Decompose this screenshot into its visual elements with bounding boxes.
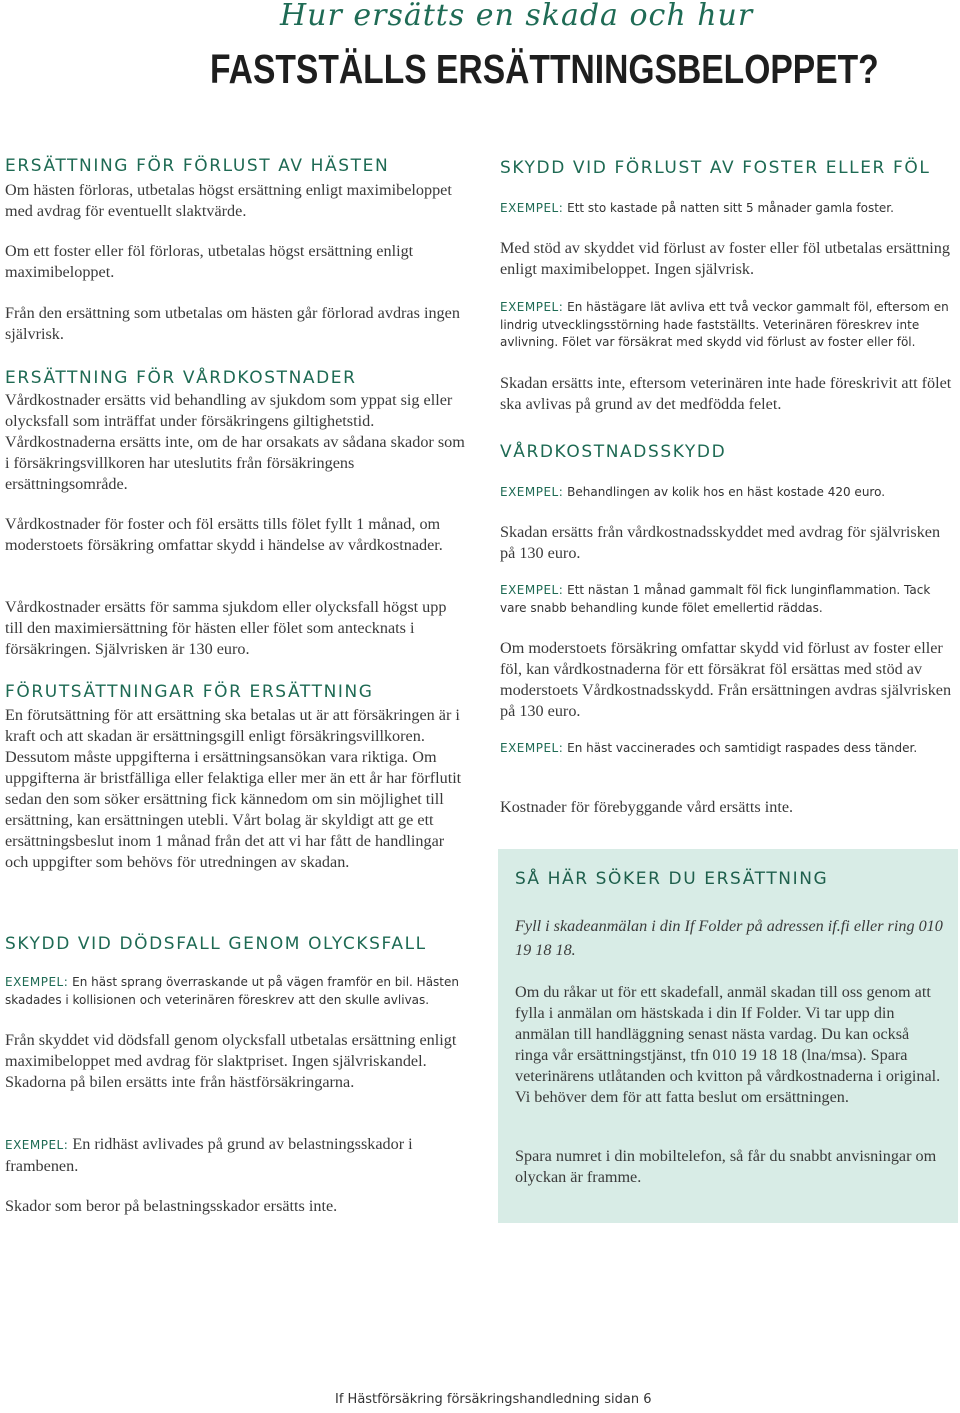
section-heading: FÖRUTSÄTTNINGAR FÖR ERSÄTTNING	[5, 682, 374, 702]
left-column	[5, 0, 465, 1413]
script-title: Hur ersätts en skada och hur	[280, 0, 754, 33]
box-heading-wrap	[515, 869, 944, 889]
example-label: EXEMPEL:	[5, 975, 69, 989]
paragraph: En förutsättning för att ersättning ska betalas ut är att försäkringen är i kraft och att skadan är ersättningsgill enligt försäkringsvillkoren. Dessutom måste uppgifterna i ersättningsansökan vara riktiga. Om uppgifterna är bristfälliga eller felaktiga eller mer än ett år har förflutit sedan den som söker ersättning fick kännedom om sin möjlighet till ersättning, kan ersättningen utebli. Vårt bolag är skyldigt att ge ett ersättningsbeslut inom 1 månad från det att vi har fått de handlingar och uppgifter som behövs för utredningen av skadan.	[5, 706, 462, 871]
page-title: FASTSTÄLLS ERSÄTTNINGSBELOPPET?	[210, 46, 879, 92]
box-heading: SÅ HÄR SÖKER DU ERSÄTTNING	[515, 869, 829, 889]
example-text	[500, 740, 952, 758]
example-text	[500, 582, 952, 617]
paragraph: Vårdkostnader ersätts för samma sjukdom eller olycksfall högst upp till den maximiersättning för hästen eller fölet som antecknats i försäkringen. Självrisken är 130 euro.	[5, 598, 447, 658]
section-heading: VÅRDKOSTNADSSKYDD	[500, 442, 727, 462]
section-foal-loss	[500, 158, 952, 178]
paragraph: Kostnader för förebyggande vård ersätts inte.	[500, 798, 794, 816]
example-label: EXEMPEL:	[5, 1138, 69, 1152]
example-label: EXEMPEL:	[500, 201, 564, 215]
section-heading: ERSÄTTNING FÖR FÖRLUST AV HÄSTEN	[5, 156, 390, 176]
section-horse-loss	[5, 156, 465, 176]
paragraph: Med stöd av skyddet vid förlust av foster eller föl utbetalas ersättning enligt maximibeloppet. Ingen självrisk.	[500, 239, 950, 278]
example-label: EXEMPEL:	[500, 300, 564, 314]
example-text	[500, 299, 952, 352]
paragraph: Från den ersättning som utbetalas om hästen går förlorad avdras ingen självrisk.	[5, 304, 460, 343]
example-text	[5, 974, 465, 1009]
example-body: Ett sto kastade på natten sitt 5 månader gamla foster.	[567, 201, 894, 215]
example-text	[500, 484, 952, 502]
example-body: Behandlingen av kolik hos en häst kostade 420 euro.	[567, 485, 886, 499]
box-paragraph: Om du råkar ut för ett skadefall, anmäl skadan till oss genom att fylla i anmälan om hästskada i din If Folder. Vi tar upp din anmälan till handläggning senast nästa vardag. Du kan också ringa vår ersättningstjänst, tfn 010 19 18 18 (lna/msa). Spara veterinärens utlåtanden och kvitton på vårdkostnaderna i original. Vi behöver dem för att fatta beslut om ersättningen.	[515, 983, 941, 1106]
paragraph: Vårdkostnader ersätts vid behandling av sjukdom som yppat sig eller olycksfall som inträffat under försäkringens giltighetstid. Vårdkostnaderna ersätts inte, om de har orsakats av sådana skador som i försäkringsvillkoren har uteslutits från försäkringens ersättningsområde.	[5, 391, 465, 493]
section-heading: SKYDD VID FÖRLUST AV FOSTER ELLER FÖL	[500, 158, 931, 178]
paragraph	[5, 1134, 465, 1177]
page-footer: If Hästförsäkring försäkringshandledning sidan 6	[335, 1392, 652, 1407]
how-to-claim-box	[498, 849, 958, 1223]
section-care-cost-cover	[500, 442, 952, 462]
section-heading: SKYDD VID DÖDSFALL GENOM OLYCKSFALL	[5, 934, 427, 954]
example-body: Ett nästan 1 månad gammalt föl fick lunginflammation. Tack vare snabb behandling kunde fölet emellertid räddas.	[500, 583, 931, 615]
section-care-costs	[5, 368, 465, 388]
example-body: En hästägare lät avliva ett två veckor gammalt föl, eftersom en lindrig utvecklingsstörning hade fastställts. Veterinären föreskrev inte avlivning. Fölet var försäkrat med skydd vid förlust av foster eller föl.	[500, 300, 949, 349]
example-body: En ridhäst avlivades på grund av belastningsskador i frambenen.	[5, 1135, 413, 1175]
example-label: EXEMPEL:	[500, 741, 564, 755]
example-label: EXEMPEL:	[500, 583, 564, 597]
paragraph: Om moderstoets försäkring omfattar skydd vid förlust av foster eller föl, kan vårdkostnaderna för ett försäkrat föl ersättas med stöd av moderstoets Vårdkostnadsskydd. Från ersättningen avdras självrisken på 130 euro.	[500, 639, 952, 720]
paragraph: Skador som beror på belastningsskador ersätts inte.	[5, 1197, 338, 1215]
paragraph: Vårdkostnader för foster och föl ersätts tills fölet fyllt 1 månad, om moderstoets försäkring omfattar skydd i händelse av vårdkostnader.	[5, 515, 443, 554]
example-text	[500, 200, 952, 218]
example-label: EXEMPEL:	[500, 485, 564, 499]
paragraph: Skadan ersätts från vårdkostnadsskyddet med avdrag för självrisken på 130 euro.	[500, 523, 941, 562]
paragraph: Skadan ersätts inte, eftersom veterinären inte hade föreskrivit att fölet ska avlivas på grund av det medfödda felet.	[500, 374, 952, 413]
paragraph: Om ett foster eller föl förloras, utbetalas högst ersättning enligt maximibeloppet.	[5, 242, 414, 281]
section-heading: ERSÄTTNING FÖR VÅRDKOSTNADER	[5, 368, 357, 388]
example-body: En häst vaccinerades och samtidigt raspades dess tänder.	[567, 741, 918, 755]
section-prerequisites	[5, 682, 465, 702]
section-accidental-death	[5, 934, 465, 954]
paragraph: Om hästen förloras, utbetalas högst ersättning enligt maximibeloppet med avdrag för eventuellt slaktvärde.	[5, 181, 452, 220]
paragraph: Från skyddet vid dödsfall genom olycksfall utbetalas ersättning enligt maximibeloppet med avdrag för slaktpriset. Ingen självriskandel. Skadorna på bilen ersätts inte från hästförsäkringarna.	[5, 1031, 457, 1091]
box-paragraph: Spara numret i din mobiltelefon, så får du snabbt anvisningar om olyckan är framme.	[515, 1147, 937, 1186]
example-body: En häst sprang överraskande ut på vägen framför en bil. Hästen skadades i kollisionen och veterinären föreskrev att den skulle avlivas.	[5, 975, 459, 1007]
box-contact-info: Fyll i skadeanmälan i din If Folder på adressen if.fi eller ring 010 19 18 18.	[515, 917, 943, 959]
